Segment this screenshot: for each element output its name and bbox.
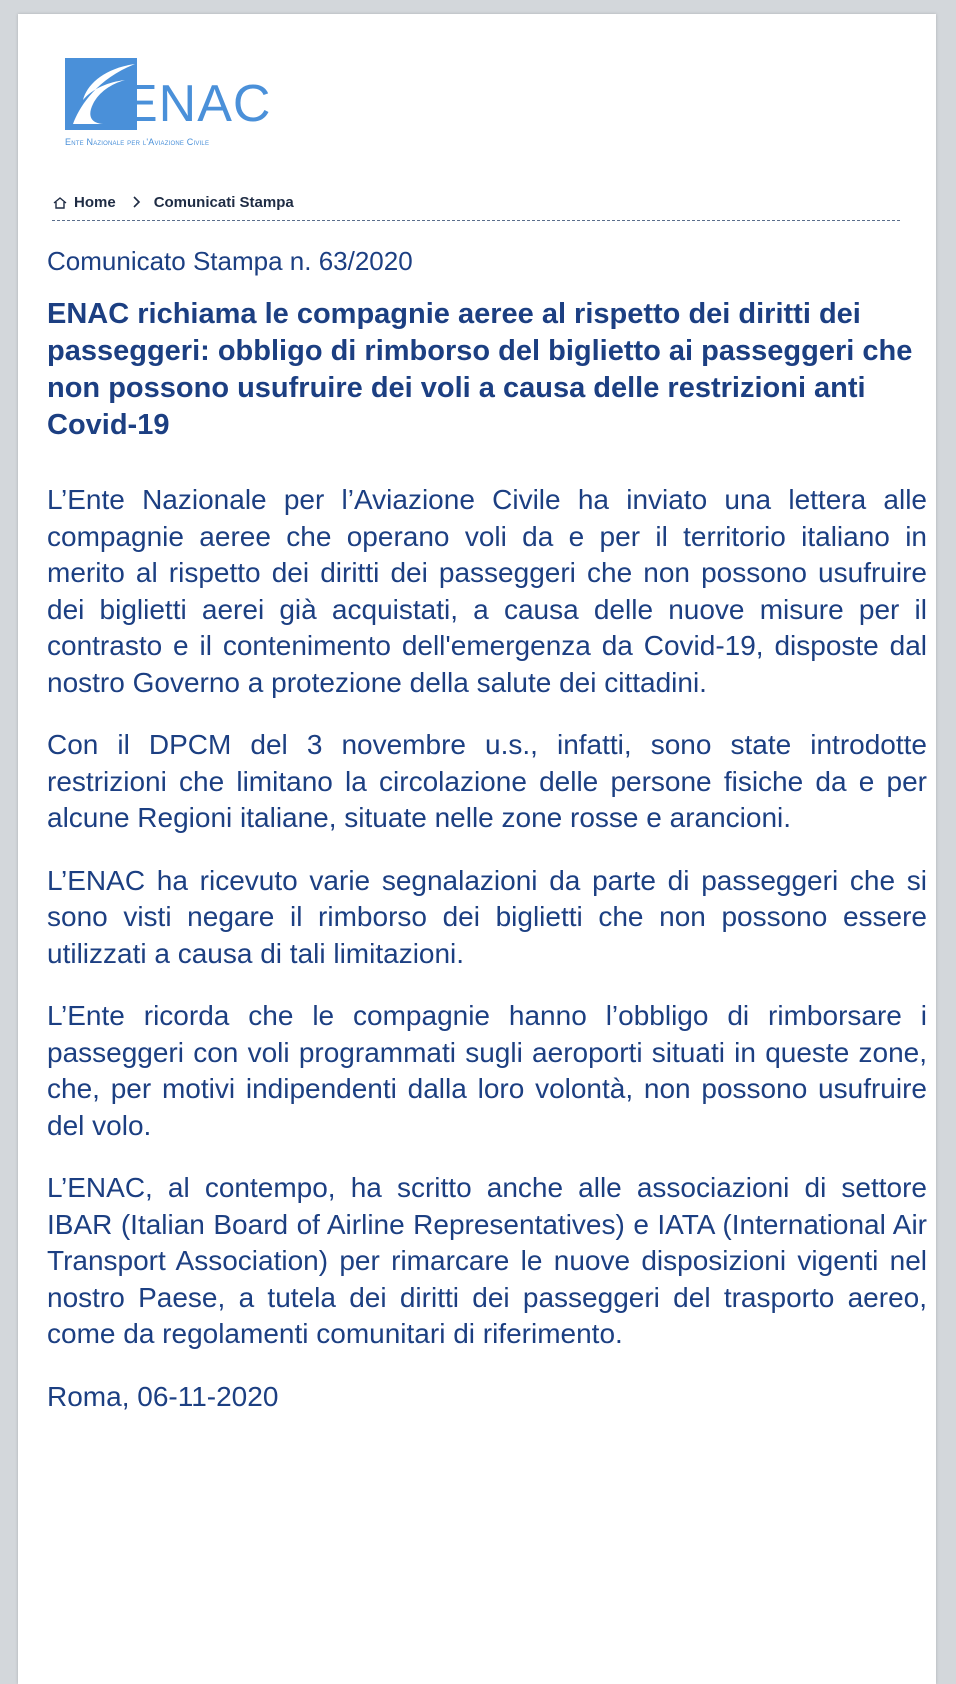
article-paragraph: L’Ente ricorda che le compagnie hanno l’obbligo di rimborsare i passeggeri con voli programmati sugli aeroporti situati in queste zone, che, per motivi indipendenti dalla loro volontà, non possono usufruire del volo. (47, 1000, 927, 1141)
press-release-number: Comunicato Stampa n. 63/2020 (47, 246, 413, 276)
home-icon[interactable] (52, 195, 68, 211)
article-paragraph: L’ENAC ha ricevuto varie segnalazioni da parte di passeggeri che si sono visti negare il rimborso dei biglietti che non possono essere utilizzati a causa di tali limitazioni. (47, 864, 927, 969)
article-paragraph: L’Ente Nazionale per l’Aviazione Civile ha inviato una lettera alle compagnie aeree che operano voli da e per il territorio italiano in merito al rispetto dei diritti dei passeggeri che non possono usufruire dei biglietti aerei già acquistati, a causa delle nuove misure per il contrasto e il contenimento dell'emergenza da Covid-19, disposte dal nostro Governo a protezione della salute dei cittadini. (47, 484, 927, 698)
logo-tagline: Ente Nazionale per l'Aviazione Civile (65, 137, 210, 147)
article-title: ENAC richiama le compagnie aeree al rispetto dei diritti dei passeggeri: obbligo di rimborso del biglietto ai passeggeri che non possono usufruire dei voli a causa delle restrizioni anti Covid-19 (47, 298, 913, 441)
logo-wordmark: ENAC (123, 75, 272, 133)
article-body (47, 482, 927, 1441)
breadcrumb (52, 194, 900, 221)
page-card (18, 14, 936, 1684)
enac-logo[interactable] (65, 58, 285, 178)
article-paragraph: Con il DPCM del 3 novembre u.s., infatti, sono state introdotte restrizioni che limitano la circolazione delle persone fisiche da e per alcune Regioni italiane, situate nelle zone rosse e arancioni. (47, 729, 927, 833)
article-paragraph: L’ENAC, al contempo, ha scritto anche alle associazioni di settore IBAR (Italian Board of Airline Representatives) e IATA (International Air Transport Association) per rimarcare le nuove disposizioni vigenti nel nostro Paese, a tutela dei diritti dei passeggeri del trasporto aereo, come da regolamenti comunitari di riferimento. (47, 1172, 927, 1349)
breadcrumb-current-link[interactable]: Comunicati Stampa (153, 194, 294, 211)
date-line: Roma, 06-11-2020 (47, 1380, 279, 1412)
chevron-right-icon (130, 195, 144, 209)
breadcrumb-home-link[interactable]: Home (74, 194, 116, 211)
